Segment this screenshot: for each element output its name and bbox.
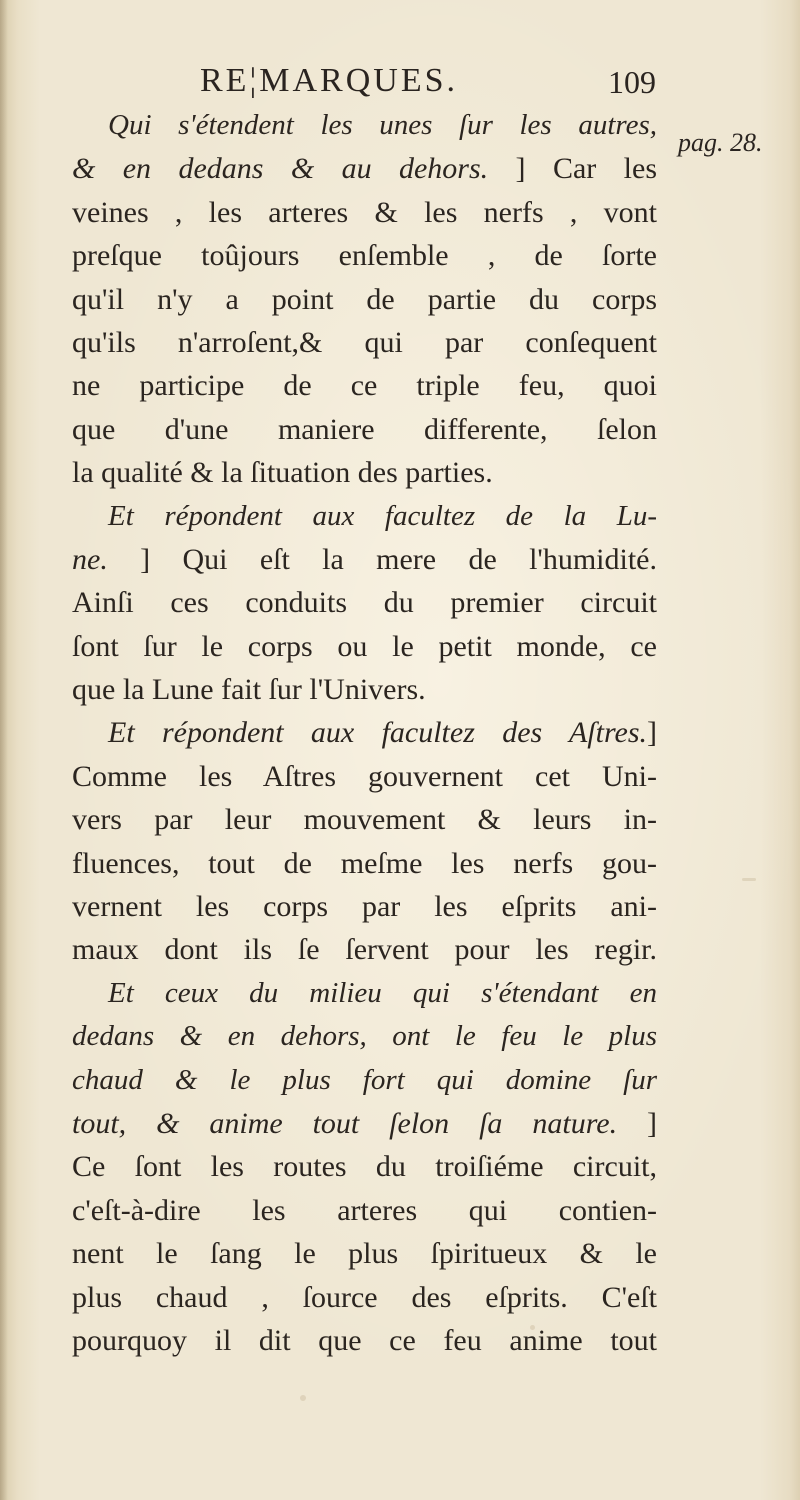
text-line: Ainſi ces conduits du premier circuit xyxy=(72,586,657,620)
margin-note: pag. 28. xyxy=(678,128,763,157)
text-line xyxy=(72,711,657,754)
text-segment: ] xyxy=(617,1106,657,1140)
text-segment: ] Car les xyxy=(488,152,657,186)
text-segment: ne. xyxy=(72,542,108,576)
paper-spot xyxy=(300,1395,306,1401)
text-line: la qualité & la ſituation des parties. xyxy=(72,456,493,490)
text-segment: Et répondent aux facultez des Aſtres. xyxy=(108,716,647,750)
text-line: Et répondent aux facultez de la Lu- xyxy=(108,499,657,532)
text-segment: ] Qui eſt la mere de l'humidité. xyxy=(107,542,657,576)
text-line: ſont ſur le corps ou le petit monde, ce xyxy=(72,629,657,663)
text-line xyxy=(72,538,657,581)
body-text xyxy=(72,104,657,1362)
text-line: vernent les corps par les eſprits ani- xyxy=(72,890,657,924)
text-line xyxy=(72,1102,657,1145)
text-line: plus chaud , ſource des eſprits. C'eſt xyxy=(72,1280,657,1314)
text-line: dedans & en dehors, ont le feu le plus xyxy=(72,1020,657,1053)
text-line: maux dont ils ſe ſervent pour les regir. xyxy=(72,933,657,967)
text-line: que la Lune fait ſur l'Univers. xyxy=(72,673,426,707)
text-line: Et ceux du milieu qui s'étendant en xyxy=(108,976,657,1009)
text-line: que d'une maniere differente, ſelon xyxy=(72,412,657,446)
text-line: preſque toûjours enſemble , de ſorte xyxy=(72,239,657,273)
running-head xyxy=(160,62,660,106)
text-segment: & en dedans & au dehors. xyxy=(72,152,489,186)
text-line: fluences, tout de meſme les nerfs gou- xyxy=(72,846,657,880)
text-line: veines , les arteres & les nerfs , vont xyxy=(72,195,657,229)
text-line: Ce ſont les routes du troiſiéme circuit, xyxy=(72,1150,657,1184)
text-line: chaud & le plus fort qui domine ſur xyxy=(72,1063,657,1096)
page-number: 109 xyxy=(608,64,656,100)
text-line: pourquoy il dit que ce feu anime tout xyxy=(72,1323,657,1357)
text-line: vers par leur mouvement & leurs in- xyxy=(72,803,657,837)
running-head-title: RE¦MARQUES. xyxy=(200,62,459,99)
text-segment: tout, & anime tout ſelon ſa nature. xyxy=(72,1106,618,1140)
text-line: Qui s'étendent les unes ſur les autres, xyxy=(108,109,657,141)
text-line xyxy=(72,147,657,190)
text-line: c'eſt-à-dire les arteres qui contien- xyxy=(72,1193,657,1227)
text-line: ne participe de ce triple feu, quoi xyxy=(72,369,657,403)
text-segment: ] xyxy=(647,716,657,750)
paper-spot xyxy=(742,878,756,881)
text-line: qu'ils n'arroſent,& qui par conſequent xyxy=(72,325,657,359)
text-line: nent le ſang le plus ſpiritueux & le xyxy=(72,1237,657,1271)
text-line: qu'il n'y a point de partie du corps xyxy=(72,282,657,316)
gutter-shadow xyxy=(0,0,8,1500)
text-line: Comme les Aſtres gouvernent cet Uni- xyxy=(72,759,657,793)
